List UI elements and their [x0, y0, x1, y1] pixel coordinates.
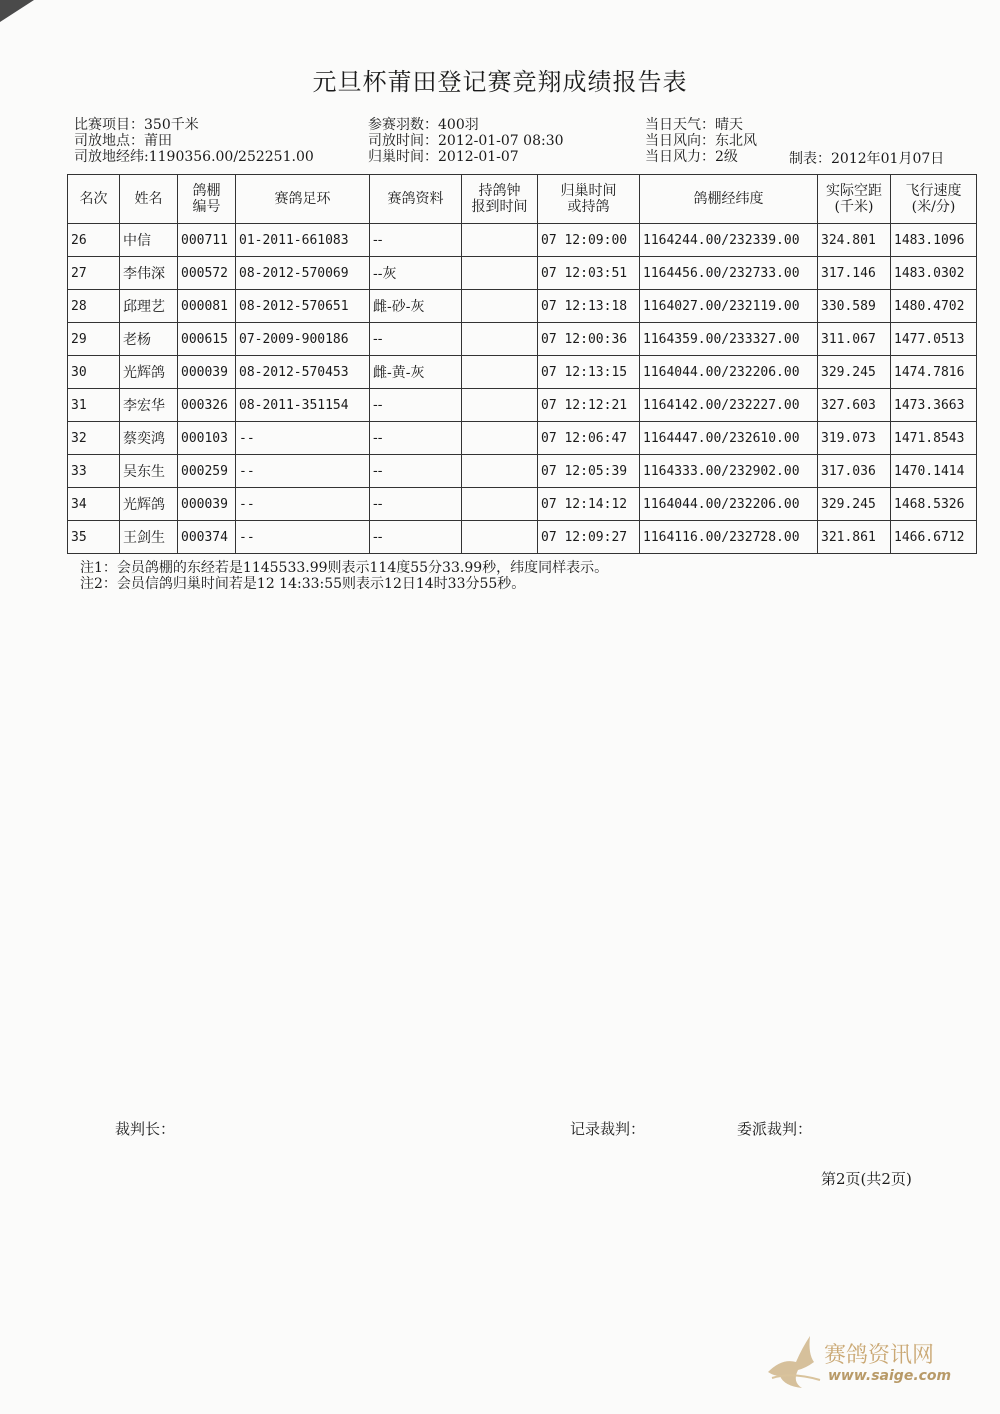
cell-rank: 26: [68, 224, 120, 257]
cell-ring-number: 08-2011-351154: [236, 389, 370, 422]
race-info-column-2: [368, 116, 564, 164]
cell-bird-info: --灰: [370, 257, 462, 290]
cell-rank: 34: [68, 488, 120, 521]
cell-loft-id: 000103: [178, 422, 236, 455]
cell-return-time: 07 12:13:15: [538, 356, 640, 389]
release-coordinates: 司放地经纬:1190356.00/252251.00: [74, 149, 314, 165]
cell-clock-report-time: [462, 224, 538, 257]
column-header-name: 姓名: [120, 175, 178, 224]
cell-ring-number: 07-2009-900186: [236, 323, 370, 356]
cell-ring-number: 01-2011-661083: [236, 224, 370, 257]
cell-name: 王剑生: [120, 521, 178, 554]
cell-loft-id: 000615: [178, 323, 236, 356]
cell-bird-info: 雌-砂-灰: [370, 290, 462, 323]
cell-loft-id: 000326: [178, 389, 236, 422]
cell-distance: 330.589: [818, 290, 891, 323]
table-row: [68, 488, 977, 521]
cell-name: 李伟深: [120, 257, 178, 290]
cell-distance: 311.067: [818, 323, 891, 356]
cell-bird-info: 雌-黄-灰: [370, 356, 462, 389]
watermark-logo: [758, 1328, 968, 1398]
cell-loft-coordinates: 1164116.00/232728.00: [640, 521, 818, 554]
results-table: [67, 174, 977, 554]
cell-clock-report-time: [462, 257, 538, 290]
race-info-column-3: [645, 116, 757, 164]
cell-rank: 28: [68, 290, 120, 323]
cell-bird-info: --: [370, 323, 462, 356]
cell-clock-report-time: [462, 521, 538, 554]
cell-ring-number: 08-2012-570453: [236, 356, 370, 389]
race-distance: 比赛项目：350千米: [74, 117, 199, 133]
table-row: [68, 422, 977, 455]
recording-referee-signature: 记录裁判：: [570, 1120, 646, 1138]
table-row: [68, 323, 977, 356]
return-time: 归巢时间：2012-01-07: [368, 149, 519, 165]
cell-return-time: 07 12:03:51: [538, 257, 640, 290]
cell-speed: 1471.8543: [891, 422, 977, 455]
cell-name: 光辉鸽: [120, 488, 178, 521]
cell-speed: 1477.0513: [891, 323, 977, 356]
notes: [80, 560, 608, 592]
cell-ring-number: --: [236, 488, 370, 521]
cell-clock-report-time: [462, 323, 538, 356]
cell-distance: 324.801: [818, 224, 891, 257]
column-header-loft-id: 鸽棚 编号: [178, 175, 236, 224]
cell-speed: 1473.3663: [891, 389, 977, 422]
cell-distance: 327.603: [818, 389, 891, 422]
column-header-distance: 实际空距 (千米): [818, 175, 891, 224]
table-row: [68, 257, 977, 290]
table-row: [68, 389, 977, 422]
cell-clock-report-time: [462, 356, 538, 389]
cell-loft-id: 000081: [178, 290, 236, 323]
entry-count: 参赛羽数：400羽: [368, 117, 479, 133]
cell-clock-report-time: [462, 455, 538, 488]
column-header-return-time: 归巢时间 或持鸽: [538, 175, 640, 224]
cell-rank: 33: [68, 455, 120, 488]
cell-loft-coordinates: 1164359.00/233327.00: [640, 323, 818, 356]
wind-direction: 当日风向：东北风: [645, 133, 757, 149]
cell-bird-info: --: [370, 521, 462, 554]
cell-loft-coordinates: 1164027.00/232119.00: [640, 290, 818, 323]
cell-name: 蔡奕鸿: [120, 422, 178, 455]
column-header-loft-coordinates: 鸽棚经纬度: [640, 175, 818, 224]
cell-return-time: 07 12:06:47: [538, 422, 640, 455]
cell-loft-id: 000572: [178, 257, 236, 290]
cell-loft-coordinates: 1164044.00/232206.00: [640, 356, 818, 389]
cell-name: 中信: [120, 224, 178, 257]
cell-loft-id: 000039: [178, 356, 236, 389]
wind-force: 当日风力：2级: [645, 149, 738, 165]
cell-rank: 32: [68, 422, 120, 455]
cell-loft-coordinates: 1164044.00/232206.00: [640, 488, 818, 521]
table-row: [68, 455, 977, 488]
scan-corner-mark: [0, 0, 34, 22]
cell-ring-number: --: [236, 455, 370, 488]
cell-speed: 1468.5326: [891, 488, 977, 521]
column-header-rank: 名次: [68, 175, 120, 224]
cell-bird-info: --: [370, 455, 462, 488]
cell-speed: 1470.1414: [891, 455, 977, 488]
table-row: [68, 356, 977, 389]
cell-distance: 317.036: [818, 455, 891, 488]
cell-loft-id: 000259: [178, 455, 236, 488]
cell-distance: 317.146: [818, 257, 891, 290]
watermark-brand: 赛鸽资讯网: [824, 1343, 935, 1368]
cell-loft-coordinates: 1164333.00/232902.00: [640, 455, 818, 488]
cell-speed: 1466.6712: [891, 521, 977, 554]
cell-return-time: 07 12:14:12: [538, 488, 640, 521]
cell-distance: 329.245: [818, 356, 891, 389]
cell-clock-report-time: [462, 488, 538, 521]
cell-return-time: 07 12:09:00: [538, 224, 640, 257]
cell-clock-report-time: [462, 422, 538, 455]
report-title: 元旦杯莆田登记赛竞翔成绩报告表: [312, 68, 688, 96]
pigeon-logo-icon: [762, 1328, 826, 1392]
table-row: [68, 521, 977, 554]
cell-name: 吴东生: [120, 455, 178, 488]
table-body: [68, 224, 977, 554]
cell-distance: 321.861: [818, 521, 891, 554]
cell-return-time: 07 12:00:36: [538, 323, 640, 356]
cell-clock-report-time: [462, 389, 538, 422]
cell-loft-coordinates: 1164447.00/232610.00: [640, 422, 818, 455]
cell-loft-coordinates: 1164456.00/232733.00: [640, 257, 818, 290]
cell-ring-number: --: [236, 422, 370, 455]
cell-rank: 35: [68, 521, 120, 554]
cell-loft-coordinates: 1164244.00/232339.00: [640, 224, 818, 257]
table-row: [68, 224, 977, 257]
cell-ring-number: 08-2012-570651: [236, 290, 370, 323]
cell-return-time: 07 12:13:18: [538, 290, 640, 323]
cell-bird-info: --: [370, 389, 462, 422]
cell-speed: 1483.0302: [891, 257, 977, 290]
cell-name: 光辉鸽: [120, 356, 178, 389]
watermark-url: www.saige.com: [828, 1368, 952, 1384]
cell-clock-report-time: [462, 290, 538, 323]
cell-loft-id: 000711: [178, 224, 236, 257]
cell-loft-id: 000374: [178, 521, 236, 554]
release-time: 司放时间：2012-01-07 08:30: [368, 133, 564, 149]
cell-rank: 27: [68, 257, 120, 290]
cell-name: 邱理艺: [120, 290, 178, 323]
cell-return-time: 07 12:09:27: [538, 521, 640, 554]
cell-ring-number: --: [236, 521, 370, 554]
column-header-bird-info: 赛鸽资料: [370, 175, 462, 224]
cell-name: 李宏华: [120, 389, 178, 422]
cell-speed: 1483.1096: [891, 224, 977, 257]
report-date: 制表：2012年01月07日: [789, 151, 945, 167]
cell-rank: 30: [68, 356, 120, 389]
cell-distance: 319.073: [818, 422, 891, 455]
cell-distance: 329.245: [818, 488, 891, 521]
cell-return-time: 07 12:12:21: [538, 389, 640, 422]
column-header-clock-report-time: 持鸽钟 报到时间: [462, 175, 538, 224]
table-header-row: [68, 175, 977, 224]
race-info-column-1: [74, 116, 314, 164]
cell-bird-info: --: [370, 224, 462, 257]
table-row: [68, 290, 977, 323]
cell-bird-info: --: [370, 422, 462, 455]
chief-referee-signature: 裁判长：: [115, 1120, 176, 1138]
cell-rank: 31: [68, 389, 120, 422]
cell-loft-coordinates: 1164142.00/232227.00: [640, 389, 818, 422]
note-1: 注1：会员鸽棚的东经若是1145533.99则表示114度55分33.99秒，纬度同样表示。: [80, 560, 609, 576]
cell-loft-id: 000039: [178, 488, 236, 521]
cell-name: 老杨: [120, 323, 178, 356]
cell-return-time: 07 12:05:39: [538, 455, 640, 488]
page-number: 第2页(共2页): [821, 1170, 912, 1188]
cell-speed: 1480.4702: [891, 290, 977, 323]
cell-speed: 1474.7816: [891, 356, 977, 389]
release-location: 司放地点：莆田: [74, 133, 172, 149]
cell-ring-number: 08-2012-570069: [236, 257, 370, 290]
weather: 当日天气：晴天: [645, 117, 743, 133]
cell-bird-info: --: [370, 488, 462, 521]
column-header-ring-number: 赛鸽足环: [236, 175, 370, 224]
note-2: 注2：会员信鸽归巢时间若是12 14:33:55则表示12日14时33分55秒。: [80, 576, 526, 592]
column-header-speed: 飞行速度 (米/分): [891, 175, 977, 224]
delegated-referee-signature: 委派裁判：: [737, 1120, 813, 1138]
cell-rank: 29: [68, 323, 120, 356]
